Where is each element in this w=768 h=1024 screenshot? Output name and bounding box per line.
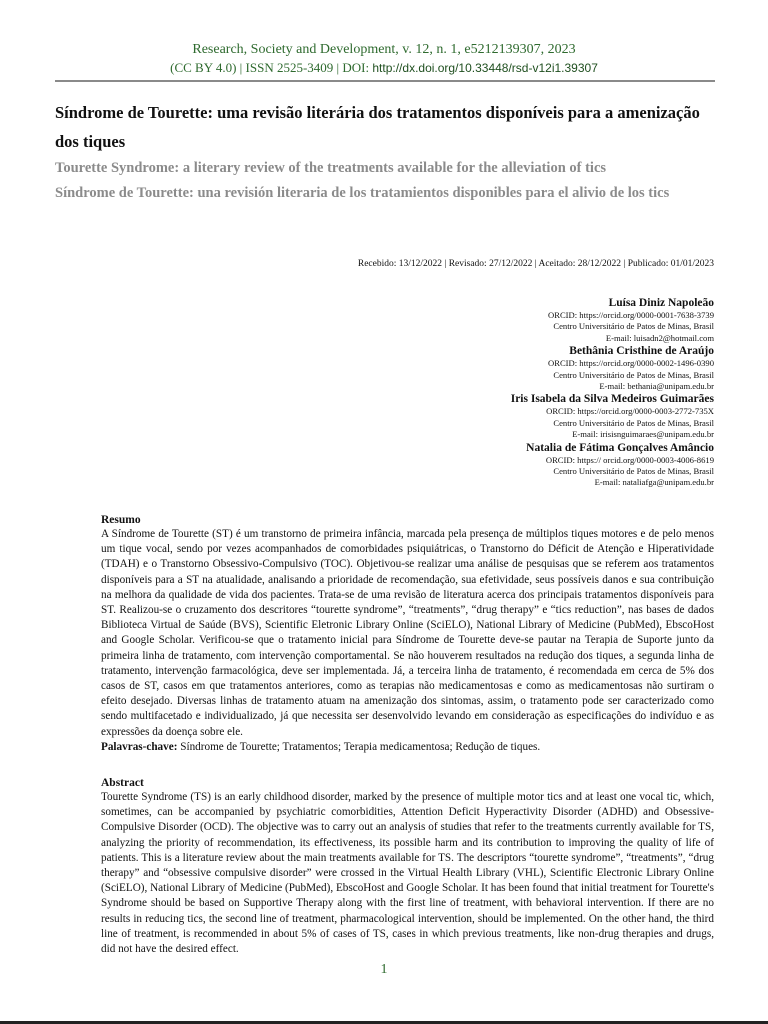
title-spanish: Síndrome de Tourette: una revisión literaria de los tratamientos disponibles para el alivio de los tics [55,185,670,201]
author-name: Natalia de Fátima Gonçalves Amâncio [526,441,714,454]
header-divider [55,80,715,82]
doi-link[interactable]: http://dx.doi.org/10.33448/rsd-v12i1.39307 [372,61,598,75]
keywords-list: Síndrome de Tourette; Tratamentos; Terapia medicamentosa; Redução de tiques. [177,740,541,753]
author-affiliation: Centro Universitário de Patos de Minas, Brasil [553,321,714,332]
resumo-heading: Resumo [101,514,141,526]
resumo-section [101,513,714,755]
license-doi-line [0,59,768,77]
resumo-text: A Síndrome de Tourette (ST) é um transtorno de primeira infância, marcada pela presença de múltiplos tiques motores e de pelo menos um tique vocal, sendo por vezes acompanhados de comorbidades psiquiátricas, o Transtorno do Déficit de Atenção e Hiperatividade (TDAH) e o Transtorno Obsessivo-Compulsivo (TOC). Objetivou-se realizar uma análise de pesquisas que se referem aos tratamentos disponíveis para a ST na atualidade, analisando a prioridade de recomendação, sua efetividade, seus possíveis danos e sua contribuição na melhora da qualidade de vida dos pacientes. Trata-se de uma revisão de literatura acerca dos principais tratamentos disponíveis para ST. Realizou-se o cruzamento dos descritores “tourette syndrome”, “treatments”, “drug therapy” e “tics reduction”, nas bases de dados Biblioteca Virtual de Saúde (BVS), Scientific Eletronic Library Online (SciELO), National Library of Medicine (PubMed), EbscoHost and Google Scholar. Verificou-se que o tratamento inicial para Síndrome de Tourette deve-se pautar na Terapia de Suporte junto da primeira linha de tratamento, com intervenção comportamental. Se não houverem resultados na redução dos tiques, a segunda linha de tratamento, intervenção farmacológica, deve ser implementada. Já, a terceira linha de tratamento, é recomendada em cerca de 5% dos casos de ST, casos em que tratamentos anteriores, como as terapias não medicamentosas e como as medicamentosas não surtiram o efeito desejado. Diversas linhas de tratamento atuam na amenização dos sintomas, assim, o tratamento pode ser caracterizado como sendo multifacetado e individualizado, já que necessita ser desenvolvido levando em consideração as especificações do indivíduo e as expressões da doença sobre ele. [101,528,714,738]
author-email[interactable]: E-mail: luisadn2@hotmail.com [605,332,714,343]
author-list [300,296,714,489]
author-entry [300,296,714,344]
author-orcid[interactable]: ORCID: https://orcid.org/0000-0002-1496-0390 [548,358,714,369]
journal-header [0,40,768,77]
license-issn: (CC BY 4.0) | ISSN 2525-3409 | DOI: [170,60,373,75]
title-portuguese: Síndrome de Tourette: uma revisão literária dos tratamentos disponíveis para a amenização dos tiques [55,103,700,151]
author-orcid[interactable]: ORCID: https:// orcid.org/0000-0003-4006-8619 [545,454,714,465]
author-entry [300,344,714,392]
author-name: Bethânia Cristhine de Araújo [569,345,714,358]
journal-citation: Research, Society and Development, v. 12, n. 1, e5212139307, 2023 [192,42,576,57]
keywords-label: Palavras-chave: [101,740,178,753]
keywords-line [101,740,714,755]
author-email[interactable]: E-mail: irisisnguimaraes@unipam.edu.br [572,429,714,440]
author-orcid[interactable]: ORCID: https://orcid.org/0000-0003-2772-735X [546,406,714,417]
author-email[interactable]: E-mail: bethania@unipam.edu.br [599,381,714,392]
publication-dates: Recebido: 13/12/2022 | Revisado: 27/12/2022 | Aceitado: 28/12/2022 | Publicado: 01/01/2023 [357,259,714,269]
abstract-heading: Abstract [101,777,144,789]
author-affiliation: Centro Universitário de Patos de Minas, Brasil [553,417,714,428]
author-entry [300,441,714,489]
author-name: Iris Isabela da Silva Medeiros Guimarães [510,393,714,406]
author-affiliation: Centro Universitário de Patos de Minas, Brasil [553,466,714,477]
author-name: Luísa Diniz Napoleão [608,297,714,309]
author-orcid[interactable]: ORCID: https://orcid.org/0000-0001-7638-3739 [548,310,714,320]
author-affiliation: Centro Universitário de Patos de Minas, Brasil [553,369,714,380]
abstract-section [101,776,714,957]
abstract-text: Tourette Syndrome (TS) is an early childhood disorder, marked by the presence of multiple motor tics and at least one vocal tic, which, sometimes, can be accompanied by psychiatric comorbidities, Attention Deficit Hyperactivity Disorder (ADHD) and Obsessive-Compulsive Disorder (OCD). The objective was to carry out an analysis of studies that refer to the treatments currently available for TS, analyzing the priority of recommendation, its effectiveness, its possible harm and its contribution to improving the quality of life of patients. This is a literature review about the main treatments available for TS. The descriptors “tourette syndrome”, “treatments”, “drug therapy” and “obsessive compulsive disorder” were crossed in the Virtual Health Library (VHL), Scientific Electronic Library Online (SciELO), National Library of Medicine (PubMed), EbscoHost and Google Scholar. It has been found that initial treatment for Tourette's Syndrome should be based on Supportive Therapy along with the first line of treatment, with behavioral intervention. If there are no results in reducing tics, the second line of treatment, pharmacological intervention, should be implemented. On the other hand, the third line of treatment, is recommended in about 5% of cases of TS, cases in which previous treatments, like non-drug therapies and drugs, did not have the desired effect. [101,791,714,956]
title-english: Tourette Syndrome: a literary review of the treatments available for the alleviation of tics [55,160,607,176]
page-number: 1 [380,962,388,977]
author-entry [300,392,714,440]
author-email[interactable]: E-mail: nataliafga@unipam.edu.br [594,477,714,488]
